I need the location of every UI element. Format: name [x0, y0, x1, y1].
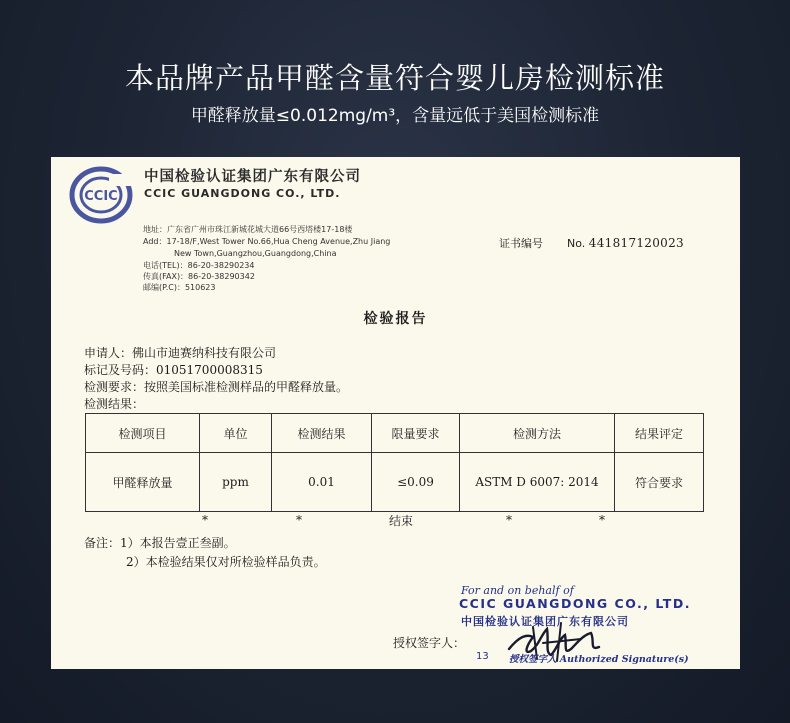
star-mark: * — [506, 513, 512, 527]
sign-number: 13 — [476, 651, 489, 662]
test-requirement: 检测要求：按照美国标准检测样品的甲醛释放量。 — [84, 380, 349, 394]
header-cell: 检测结果 — [272, 414, 372, 453]
banner-subtitle: 甲醛释放量≤0.012mg/m³，含量远低于美国检测标准 — [190, 106, 600, 126]
results-label: 检测结果： — [84, 397, 145, 411]
results-table — [85, 413, 704, 512]
header-cell: 检测项目 — [86, 414, 200, 453]
postcode: 邮编(P.C)：510623 — [143, 283, 216, 292]
table-cell: 符合要求 — [615, 453, 704, 512]
header-cell: 检测方法 — [460, 414, 615, 453]
header-cell: 单位 — [200, 414, 272, 453]
stamp-behalf-line: For and on behalf of — [461, 584, 574, 597]
certificate-number — [499, 235, 684, 251]
table-cell: 甲醛释放量 — [86, 453, 200, 512]
table-row — [86, 453, 704, 512]
note-1: 备注：1）本报告壹正叁副。 — [84, 536, 236, 550]
table-cell: 0.01 — [272, 453, 372, 512]
sign-caption: 授权签字人 Authorized Signature(s) — [509, 654, 689, 665]
tel: 电话(TEL)：86-20-38290234 — [143, 261, 255, 270]
stamp-company: CCIC GUANGDONG CO., LTD. — [459, 596, 691, 611]
address-cn: 地址：广东省广州市珠江新城花城大道66号西塔楼17-18楼 — [143, 225, 353, 234]
table-cell: ≤0.09 — [372, 453, 460, 512]
org-name-cn: 中国检验认证集团广东有限公司 — [144, 169, 361, 185]
sign-label: 授权签字人： — [393, 636, 466, 650]
star-mark: * — [202, 513, 208, 527]
cert-no-value: 441817120023 — [588, 236, 684, 250]
logo-text: CCIC — [84, 189, 118, 204]
end-mark: 结束 — [389, 514, 414, 528]
header-cell: 限量要求 — [372, 414, 460, 453]
cert-no-prefix: No. — [567, 237, 586, 250]
ccic-logo-icon — [69, 166, 133, 224]
table-cell: ASTM D 6007: 2014 — [460, 453, 615, 512]
report-title: 检验报告 — [363, 311, 428, 327]
star-mark: * — [599, 513, 605, 527]
header-cell: 结果评定 — [615, 414, 704, 453]
certificate-document — [51, 157, 740, 669]
table-header-row — [86, 414, 704, 453]
address-en-1: Add：17-18/F,West Tower No.66,Hua Cheng Avenue,Zhu Jiang — [143, 237, 391, 246]
fax: 传真(FAX)：86-20-38290342 — [143, 272, 255, 281]
cert-no-label: 证书编号 — [499, 237, 543, 250]
note-2: 2）本检验结果仅对所检验样品负责。 — [126, 555, 326, 569]
mark-number: 标记及号码：01051700008315 — [84, 363, 263, 377]
table-cell: ppm — [200, 453, 272, 512]
star-mark: * — [296, 513, 302, 527]
applicant: 申请人：佛山市迪赛纳科技有限公司 — [84, 346, 277, 360]
org-name-en: CCIC GUANGDONG CO., LTD. — [144, 187, 341, 200]
banner-title: 本品牌产品甲醛含量符合婴儿房检测标准 — [124, 61, 665, 95]
stamp-company-cn: 中国检验认证集团广东有限公司 — [461, 615, 629, 628]
address-en-2: New Town,Guangzhou,Guangdong,China — [174, 249, 337, 258]
